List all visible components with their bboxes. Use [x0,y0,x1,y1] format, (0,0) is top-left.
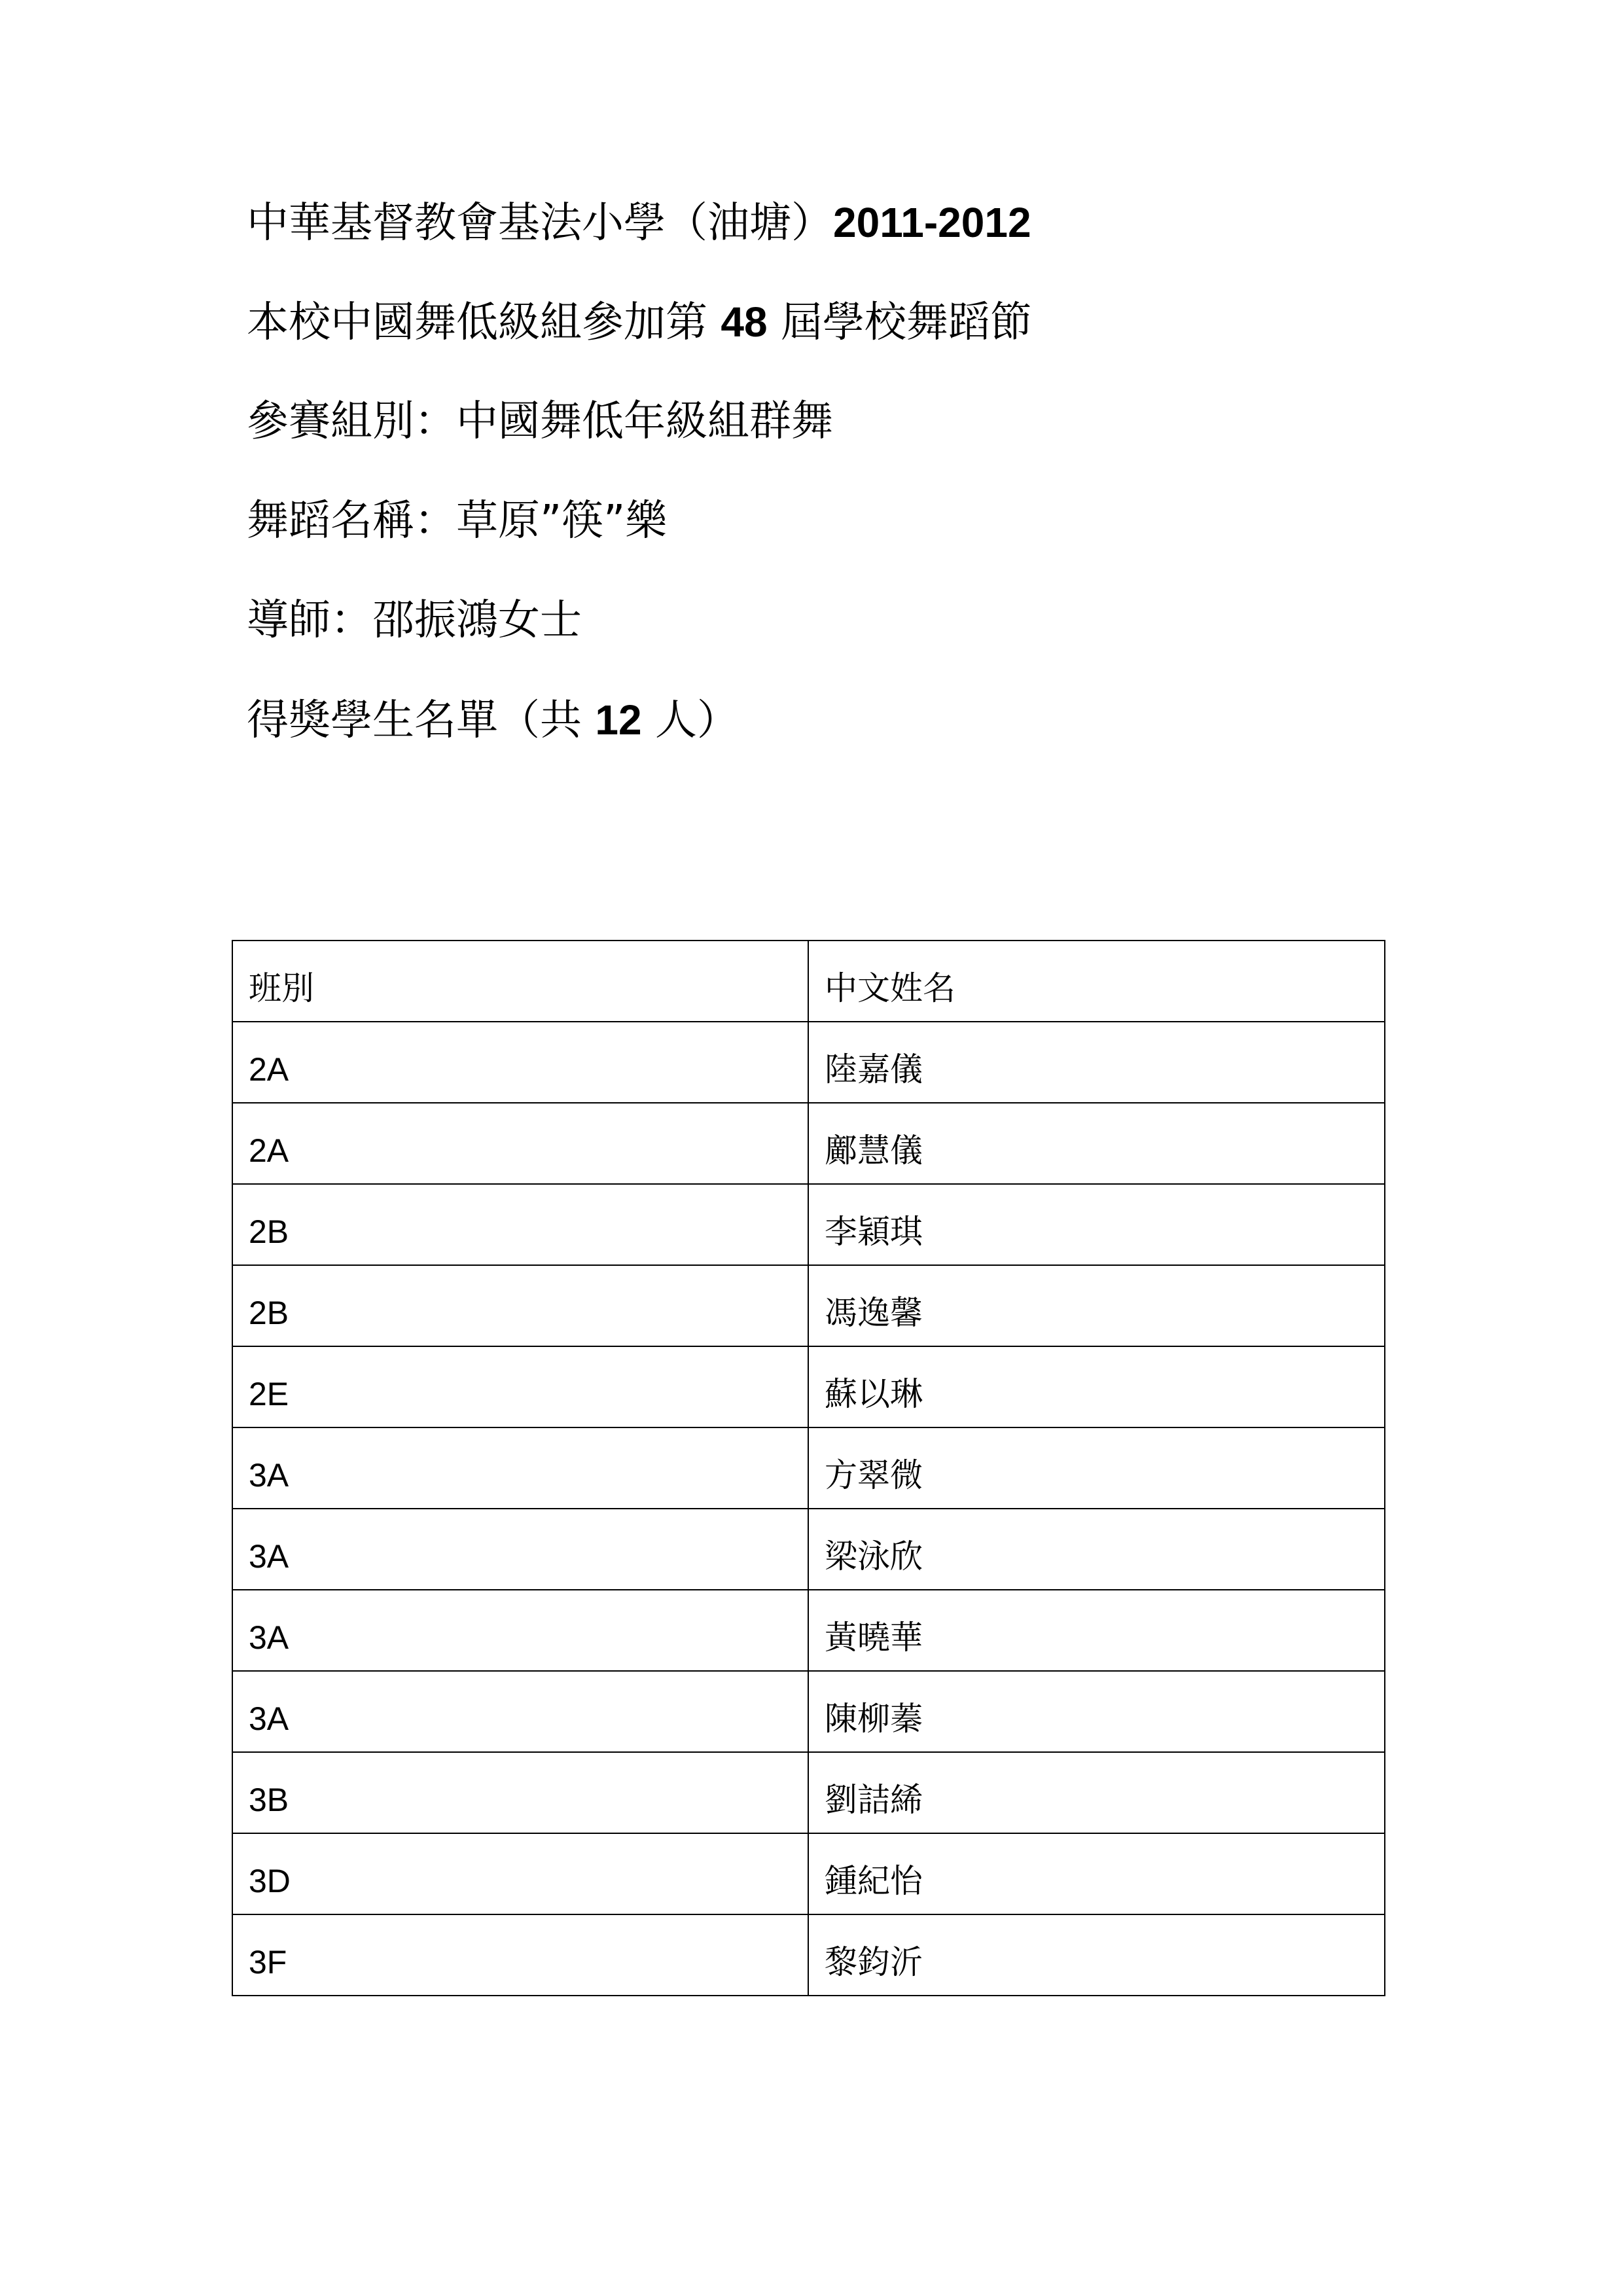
class-cell: 2A [232,1103,808,1184]
festival-line [247,296,1490,348]
dance-title: 舞蹈名稱：草原”筷”樂 [247,497,668,545]
table-row [232,1590,1385,1671]
festival-prefix: 本校中國舞低級組參加第 [247,298,721,347]
table-row [232,1914,1385,1996]
student-name-cell: 劉詰絺 [808,1752,1385,1833]
student-name-cell: 陸嘉儀 [808,1022,1385,1103]
table-body [232,941,1385,1996]
class-cell: 3F [232,1914,808,1996]
class-cell: 3A [232,1427,808,1509]
table-row [232,1833,1385,1914]
award-list-title [247,694,1490,746]
class-cell: 2B [232,1265,808,1346]
student-name-cell: 黎鈞沂 [808,1914,1385,1996]
class-cell: 3A [232,1509,808,1590]
class-cell: 3D [232,1833,808,1914]
award-students-table [232,940,1385,1996]
table-row [232,1346,1385,1427]
student-name-cell: 梁泳欣 [808,1509,1385,1590]
student-name-cell: 方翠微 [808,1427,1385,1509]
school-year: 2011-2012 [833,199,1031,246]
class-cell: 3B [232,1752,808,1833]
table-row [232,1265,1385,1346]
student-name-cell: 陳柳蓁 [808,1671,1385,1752]
table-row [232,1509,1385,1590]
table-row [232,1184,1385,1265]
school-name-line [247,196,1490,249]
student-name-cell: 蘇以琳 [808,1346,1385,1427]
festival-suffix: 屆學校舞蹈節 [767,298,1032,347]
class-cell: 2E [232,1346,808,1427]
school-name: 中華基督教會基法小學（油塘） [247,199,833,247]
award-list-suffix: 人） [641,696,739,745]
class-cell: 3A [232,1590,808,1671]
table-row [232,1671,1385,1752]
document-heading [247,196,1490,746]
student-name-cell: 李穎琪 [808,1184,1385,1265]
award-list-prefix: 得獎學生名單（共 [247,696,596,745]
student-name-cell: 鄺慧儀 [808,1103,1385,1184]
competition-category: 參賽組別：中國舞低年級組群舞 [247,397,833,446]
class-cell: 2B [232,1184,808,1265]
header-class: 班別 [232,941,808,1022]
student-name-cell: 黃曉華 [808,1590,1385,1671]
festival-number: 48 [721,298,768,346]
class-cell: 2A [232,1022,808,1103]
table-header-row [232,941,1385,1022]
instructor-line: 導師：邵振鴻女士 [247,596,582,645]
award-count: 12 [595,696,642,744]
table-row [232,1427,1385,1509]
table-row [232,1752,1385,1833]
table-row [232,1103,1385,1184]
table-row [232,1022,1385,1103]
student-name-cell: 馮逸馨 [808,1265,1385,1346]
header-name: 中文姓名 [808,941,1385,1022]
class-cell: 3A [232,1671,808,1752]
student-name-cell: 鍾紀怡 [808,1833,1385,1914]
